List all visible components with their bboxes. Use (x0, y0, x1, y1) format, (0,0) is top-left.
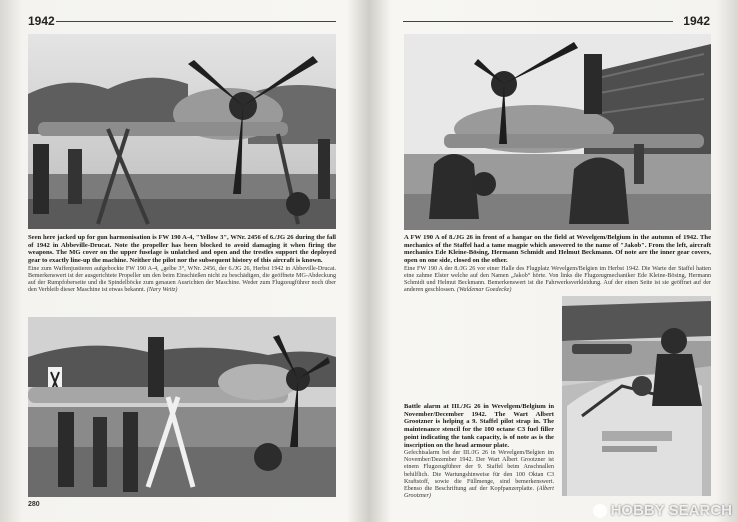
hobby-search-logo-icon (593, 504, 607, 518)
caption-right-bottom-credit: (Albert Grootzner) (404, 485, 554, 499)
caption-right-top-english: A FW 190 A of 8./JG 26 in front of a hangar on the field at Wevelgem/Belgium in the autumn of 1942. The mechanics of the Staffel had a tame magpie which answered to the name of "Jakob". From the left, aircraft mechanics Ede Kleine-Bösing, Hermann Schmidt and Helmut Beckmann. Of note are the inner gear covers, open on one side, closed on the other. (404, 234, 711, 265)
hobby-search-watermark (593, 502, 732, 519)
caption-right-bottom-english: Battle alarm at III./JG 26 in Wevelgem/Belgium in November/December 1942. The Wart Albert Grootzner is helping a 9. Staffel pilot strap in. The maintenance stencil for the 100 octane C3 fuel filler point indicating the tank capacity, is of note as is the inscription on the head armour plate. (404, 403, 554, 449)
photo-fw190-airfield (28, 317, 336, 497)
caption-left-top (28, 234, 336, 294)
caption-right-top-credit: (Waldemar Goedecke) (456, 287, 512, 294)
caption-right-bottom-german (404, 450, 554, 500)
right-header-rule (403, 21, 673, 22)
caption-right-bottom (404, 403, 554, 500)
caption-left-top-english: Seen here jacked up for gun harmonisation is FW 190 A-4, "Yellow 3", WNr. 2456 of 6./JG 26 during the fall of 1942 in Abbeville-Drucat. Note the propeller has been blocked to avoid damaging it when firing the weapons. The MG cover on the upper fuselage is unlatched and open and the trestles support the deployed gear to exactly line-up the machine. Neither the pilot nor the subsequent history of this aircraft is known. (28, 234, 336, 265)
left-page-year: 1942 (28, 14, 55, 28)
caption-right-top-german (404, 266, 711, 294)
caption-right-bottom-german-text: Gefechtsalarm bei der III./JG 26 in Wevelgem/Belgien im November/Dezember 1942. Der Wart Albert Grootzner ist einem Flugzeugführer der 9. Staffel beim Anschnallen behilflich. Die Wartungshinweise für den 100 Oktan C3 Kraftstoff, sowie die Füllmenge, sind bemerkenswert. Ebenso die Beschriftung auf der Kopfpanzerplatte. (404, 450, 554, 492)
caption-left-top-german (28, 266, 336, 294)
left-page-number: 280 (28, 501, 40, 508)
caption-right-top-german-text: Eine FW 190 A der 8./JG 26 vor einer Halle des Flugplatz Wevelgem/Belgien im Herbst 1942. Die Warte der Staffel hatten eine zahme Elster welche auf den Namen „Jakob“ hörte. Von links die Flugzeugmechaniker Ede Kleine-Bösing, Hermann Schmidt und Helmut Beckmann. Bemerkenswert ist die Fahrwerksverkleidung. Auf der einen Seite ist sie geöffnet auf der anderen geschlossen. (404, 265, 711, 294)
watermark-text: HOBBY SEARCH (610, 502, 732, 519)
right-page-year: 1942 (683, 14, 710, 28)
caption-left-top-credit: (Nary Weitz) (146, 287, 178, 294)
right-page (369, 0, 738, 522)
caption-left-top-german-text: Eine zum Waffenjustieren aufgebockte FW 190 A-4, „gelbe 3“, WNr. 2456, der 6./JG 26, Herbst 1942 in Abbeville-Drucat. Bemerkenswert ist der ausgerichtete Propeller um den beim Einschießen nicht zu beschädigen, die geöffnete MG-Abdeckung auf der Rumpfoberseite und die Spindelböcke zum genauen Ausrichten der Maschine. Weder zum Flugzeugführer noch über den Verbleib dieser Maschine ist etwas bekannt. (28, 265, 336, 294)
photo-fw190-jacked-up (28, 34, 336, 229)
left-header-rule (56, 21, 336, 22)
caption-right-top (404, 234, 711, 294)
photo-pilot-strap-in (562, 296, 711, 496)
photo-fw190-hangar-wevelgem (404, 34, 711, 230)
